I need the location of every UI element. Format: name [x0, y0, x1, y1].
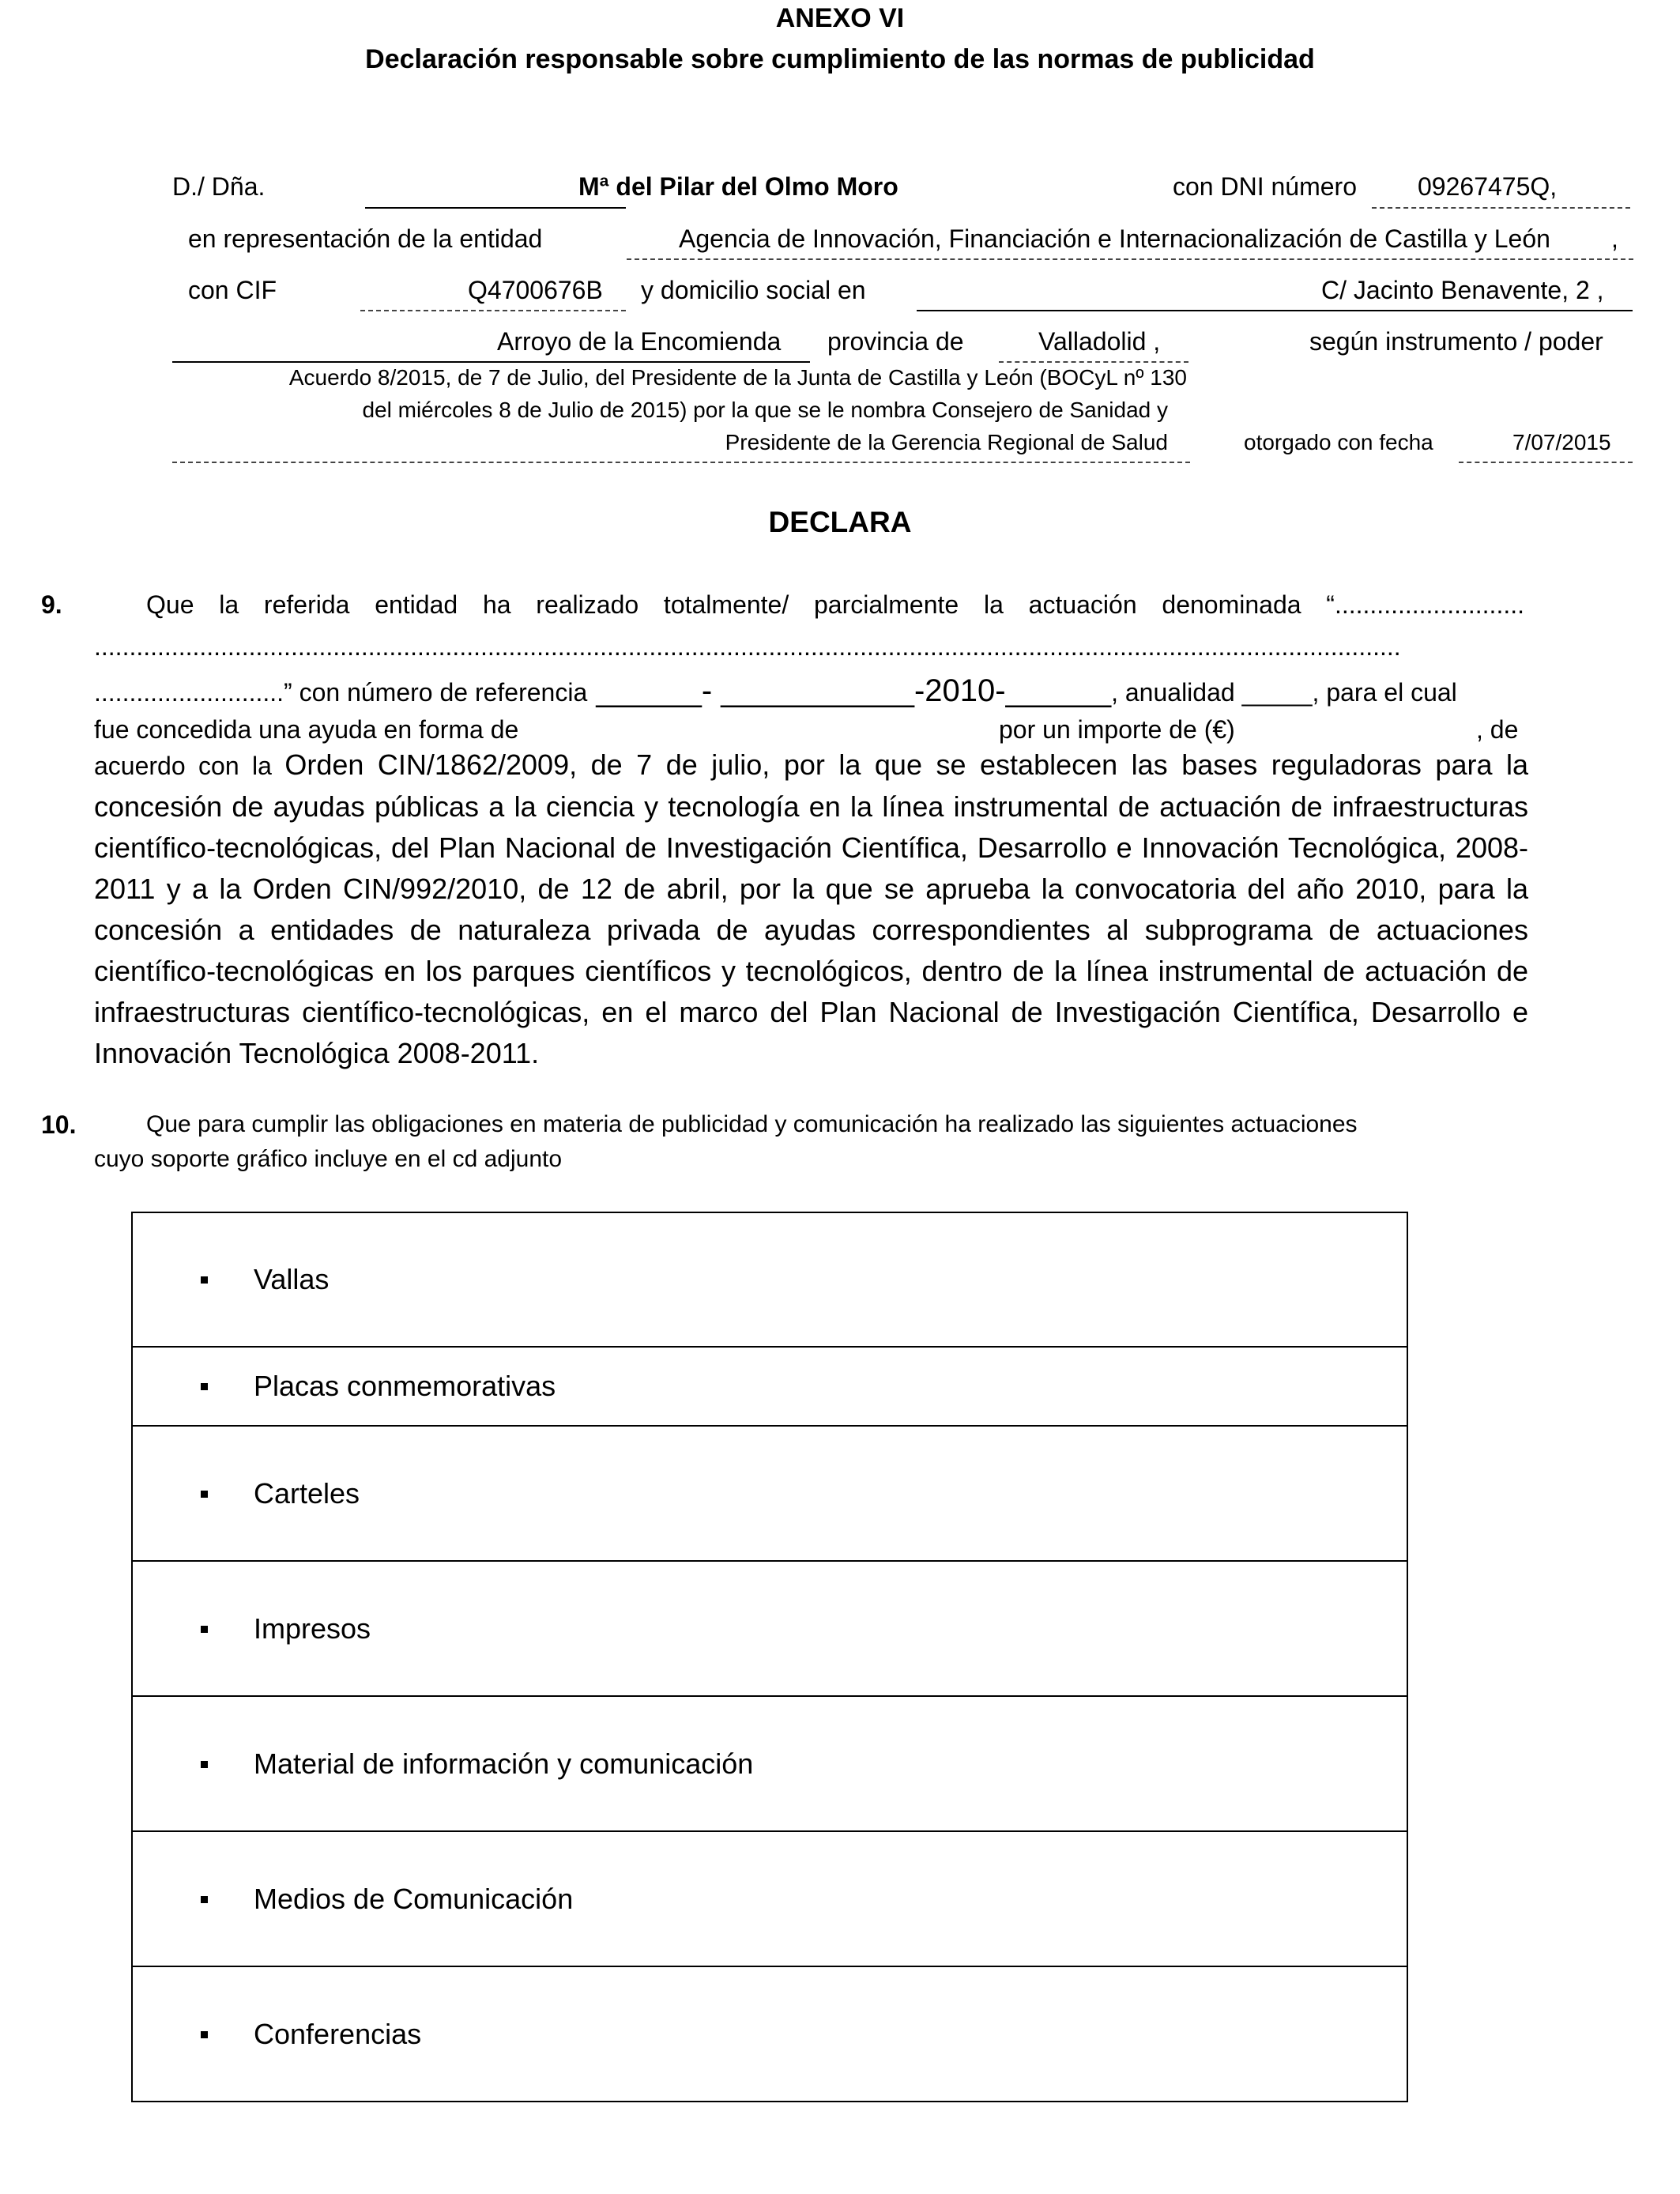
- action-row-impresos: [133, 1562, 1407, 1697]
- granted-underline: [1459, 462, 1633, 463]
- entity-value: Agencia de Innovación, Financiación e Internacionalización de Castilla y León: [679, 224, 1550, 253]
- granted-label: otorgado con fecha: [1244, 430, 1433, 454]
- item-9-number: 9.: [41, 590, 62, 619]
- bullet-icon: [201, 2031, 208, 2038]
- province-value: Valladolid ,: [1038, 327, 1161, 356]
- instrument-line-3: Presidente de la Gerencia Regional de Salud: [725, 430, 1168, 454]
- item-9-line-1: Que la referida entidad ha realizado totalmente/ parcialmente la actuación denominada “...........................: [146, 590, 1524, 619]
- action-label: Material de información y comunicación: [254, 1747, 754, 1780]
- name-label: D./ Dña.: [172, 172, 266, 201]
- aid-type-label: fue concedida una ayuda en forma de: [94, 715, 519, 744]
- document-subtitle: Declaración responsable sobre cumplimiento de las normas de publicidad: [365, 44, 1315, 74]
- item-9-legal-paragraph: [94, 745, 1528, 1074]
- entity-label: en representación de la entidad: [188, 224, 543, 253]
- bullet-icon: [201, 1626, 208, 1633]
- cif-value: Q4700676B: [468, 276, 603, 304]
- legal-paragraph-lead: acuerdo con la: [94, 752, 285, 780]
- province-underline: [999, 361, 1188, 363]
- reference-blank: ______- ___________-2010-______: [587, 673, 1112, 708]
- action-row-vallas: [133, 1213, 1407, 1348]
- action-row-carteles: [133, 1427, 1407, 1562]
- entity-underline: [627, 258, 1633, 260]
- item-10-line-2: cuyo soporte gráfico incluye en el cd adjunto: [94, 1146, 563, 1172]
- bullet-icon: [201, 1491, 208, 1498]
- granted-value: 7/07/2015: [1512, 430, 1611, 454]
- name-value: Mª del Pilar del Olmo Moro: [578, 172, 898, 201]
- amount-comma: , de: [1476, 715, 1519, 744]
- action-label: Medios de Comunicación: [254, 1882, 574, 1915]
- power-label: según instrumento / poder: [1309, 327, 1603, 356]
- bullet-icon: [201, 1761, 208, 1768]
- action-row-conferencias: [133, 1967, 1407, 2101]
- entity-comma: ,: [1611, 224, 1618, 253]
- action-label: Impresos: [254, 1612, 371, 1645]
- instrument-underline: [172, 462, 1190, 463]
- action-label: Conferencias: [254, 2017, 422, 2050]
- amount-label: por un importe de (€): [999, 715, 1235, 744]
- domicile-underline: [917, 310, 1633, 311]
- annex-title: ANEXO VI: [775, 3, 905, 33]
- item-10-line-1: Que para cumplir las obligaciones en materia de publicidad y comunicación ha realizado las siguientes actuaciones: [146, 1111, 1358, 1137]
- town-value: Arroyo de la Encomienda: [497, 327, 782, 356]
- domicile-label: y domicilio social en: [641, 276, 866, 304]
- cif-label: con CIF: [188, 276, 277, 304]
- declara-heading: DECLARA: [768, 506, 912, 538]
- dni-label: con DNI número: [1173, 172, 1357, 201]
- item-9-line-2: ..........................................................................................................................................................................................: [94, 632, 1401, 661]
- action-row-placas: [133, 1348, 1407, 1427]
- action-label: Carteles: [254, 1476, 360, 1510]
- instrument-line-1: Acuerdo 8/2015, de 7 de Julio, del Presidente de la Junta de Castilla y León (BOCyL nº 130: [288, 365, 1187, 390]
- item-10-number: 10.: [41, 1110, 77, 1139]
- actions-table: [131, 1212, 1408, 2102]
- bullet-icon: [201, 1276, 208, 1284]
- item-9-line-3-dots: ...........................”: [94, 678, 299, 707]
- action-row-medios: [133, 1832, 1407, 1967]
- annuality-text: , anualidad _____, para el cual: [1111, 678, 1457, 707]
- dni-underline: [1372, 207, 1630, 209]
- action-row-material: [133, 1697, 1407, 1832]
- action-label: Vallas: [254, 1263, 330, 1295]
- item-9-line-3-start: [94, 673, 1457, 709]
- domicile-value: C/ Jacinto Benavente, 2 ,: [1321, 276, 1604, 304]
- reference-label: con número de referencia: [299, 678, 588, 707]
- province-label: provincia de: [827, 327, 964, 356]
- instrument-line-2: del miércoles 8 de Julio de 2015) por la que se le nombra Consejero de Sanidad y: [362, 398, 1168, 422]
- dni-value: 09267475Q,: [1418, 172, 1558, 201]
- town-underline: [172, 361, 810, 363]
- cif-underline: [360, 310, 626, 311]
- name-underline-left: [365, 207, 626, 209]
- action-label: Placas conmemorativas: [254, 1370, 556, 1402]
- bullet-icon: [201, 1896, 208, 1903]
- legal-paragraph-body: Orden CIN/1862/2009, de 7 de julio, por la que se establecen las bases reguladoras para la concesión de ayudas públicas a la ciencia y tecnología en la línea instrumental de actuación de infraestructuras científico-tecnológicas, del Plan Nacional de Investigación Científica, Desarrollo e Innovación Tecnológica, 2008-2011 y a la Orden CIN/992/2010, de 12 de abril, por la que se aprueba la convocatoria del año 2010, para la concesión a entidades de naturaleza privada de ayudas correspondientes al subprograma de actuaciones científico-tecnológicas en los parques científicos y tecnológicos, dentro de la línea instrumental de actuación de infraestructuras científico-tecnológicas, en el marco del Plan Nacional de Investigación Científica, Desarrollo e Innovación Tecnológica 2008-2011.: [94, 748, 1529, 1069]
- bullet-icon: [201, 1383, 208, 1390]
